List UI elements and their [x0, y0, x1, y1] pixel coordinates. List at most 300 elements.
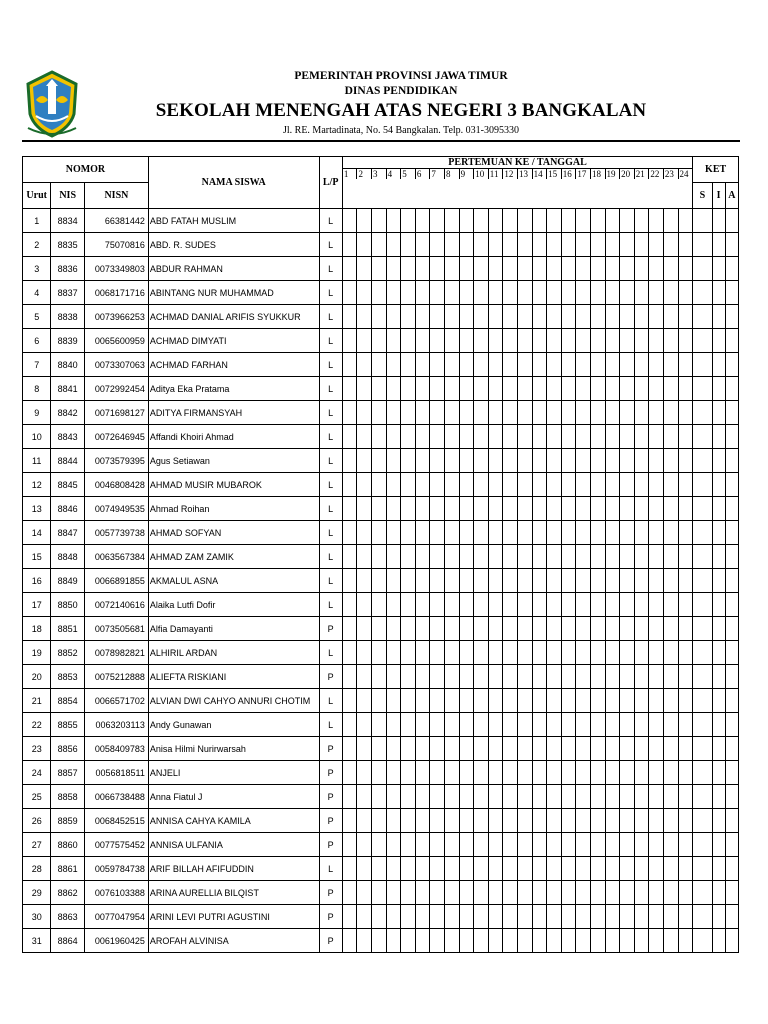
attendance-cell[interactable]: [620, 665, 635, 688]
attendance-cell[interactable]: [372, 641, 387, 664]
attendance-cell[interactable]: [679, 617, 693, 640]
attendance-cell[interactable]: [503, 497, 518, 520]
attendance-cell[interactable]: [679, 521, 693, 544]
attendance-cell[interactable]: [357, 497, 372, 520]
row-ket-i[interactable]: [712, 905, 725, 929]
row-ket-a[interactable]: [725, 857, 738, 881]
attendance-cell[interactable]: [416, 329, 431, 352]
attendance-cell[interactable]: [606, 521, 621, 544]
attendance-cell[interactable]: [547, 473, 562, 496]
attendance-cell[interactable]: [620, 569, 635, 592]
attendance-cell[interactable]: [343, 329, 358, 352]
attendance-cell[interactable]: [401, 425, 416, 448]
attendance-cell[interactable]: [445, 425, 460, 448]
attendance-cell[interactable]: [401, 857, 416, 880]
attendance-cell[interactable]: [533, 449, 548, 472]
attendance-cell[interactable]: [489, 905, 504, 928]
attendance-cell[interactable]: [489, 929, 504, 952]
attendance-cell[interactable]: [679, 833, 693, 856]
attendance-cell[interactable]: [474, 689, 489, 712]
attendance-cell[interactable]: [649, 401, 664, 424]
attendance-cell[interactable]: [562, 617, 577, 640]
attendance-cell[interactable]: [401, 209, 416, 232]
attendance-cell[interactable]: [533, 809, 548, 832]
attendance-cell[interactable]: [489, 761, 504, 784]
attendance-cell[interactable]: [664, 665, 679, 688]
row-ket-i[interactable]: [712, 809, 725, 833]
attendance-cell[interactable]: [445, 713, 460, 736]
attendance-cell[interactable]: [518, 209, 533, 232]
attendance-cell[interactable]: [489, 569, 504, 592]
attendance-cell[interactable]: [664, 641, 679, 664]
attendance-cell[interactable]: [416, 833, 431, 856]
attendance-cell[interactable]: [562, 833, 577, 856]
attendance-cell[interactable]: [343, 305, 358, 328]
attendance-cell[interactable]: [591, 641, 606, 664]
attendance-cell[interactable]: [416, 353, 431, 376]
attendance-cell[interactable]: [533, 353, 548, 376]
attendance-cell[interactable]: [387, 521, 402, 544]
attendance-cell[interactable]: [562, 689, 577, 712]
attendance-cell[interactable]: [606, 809, 621, 832]
attendance-cell[interactable]: [474, 881, 489, 904]
attendance-cell[interactable]: [533, 905, 548, 928]
attendance-cell[interactable]: [576, 377, 591, 400]
attendance-cell[interactable]: [401, 785, 416, 808]
attendance-cell[interactable]: [503, 425, 518, 448]
attendance-cell[interactable]: [562, 737, 577, 760]
attendance-cell[interactable]: [343, 857, 358, 880]
attendance-cell[interactable]: [430, 833, 445, 856]
attendance-cell[interactable]: [503, 473, 518, 496]
attendance-cell[interactable]: [357, 425, 372, 448]
attendance-cell[interactable]: [460, 905, 475, 928]
attendance-cell[interactable]: [401, 617, 416, 640]
attendance-cell[interactable]: [372, 617, 387, 640]
attendance-cell[interactable]: [620, 593, 635, 616]
attendance-cell[interactable]: [679, 305, 693, 328]
attendance-cell[interactable]: [357, 233, 372, 256]
attendance-cell[interactable]: [460, 737, 475, 760]
attendance-cell[interactable]: [606, 929, 621, 952]
row-attendance-grid[interactable]: [342, 593, 692, 617]
attendance-cell[interactable]: [489, 209, 504, 232]
attendance-cell[interactable]: [474, 761, 489, 784]
attendance-cell[interactable]: [372, 329, 387, 352]
attendance-cell[interactable]: [533, 665, 548, 688]
attendance-cell[interactable]: [606, 473, 621, 496]
attendance-cell[interactable]: [533, 497, 548, 520]
attendance-cell[interactable]: [474, 617, 489, 640]
attendance-cell[interactable]: [635, 713, 650, 736]
attendance-cell[interactable]: [460, 449, 475, 472]
attendance-cell[interactable]: [664, 377, 679, 400]
attendance-cell[interactable]: [343, 761, 358, 784]
attendance-cell[interactable]: [649, 569, 664, 592]
attendance-cell[interactable]: [591, 833, 606, 856]
attendance-cell[interactable]: [664, 521, 679, 544]
attendance-cell[interactable]: [562, 665, 577, 688]
attendance-cell[interactable]: [357, 785, 372, 808]
row-attendance-grid[interactable]: [342, 257, 692, 281]
row-ket-a[interactable]: [725, 929, 738, 953]
attendance-cell[interactable]: [387, 281, 402, 304]
attendance-cell[interactable]: [387, 305, 402, 328]
row-ket-a[interactable]: [725, 881, 738, 905]
row-attendance-grid[interactable]: [342, 521, 692, 545]
attendance-cell[interactable]: [343, 257, 358, 280]
attendance-cell[interactable]: [387, 905, 402, 928]
attendance-cell[interactable]: [533, 761, 548, 784]
attendance-cell[interactable]: [387, 737, 402, 760]
attendance-cell[interactable]: [445, 641, 460, 664]
attendance-cell[interactable]: [664, 353, 679, 376]
attendance-cell[interactable]: [518, 881, 533, 904]
attendance-cell[interactable]: [489, 785, 504, 808]
attendance-cell[interactable]: [430, 281, 445, 304]
attendance-cell[interactable]: [343, 281, 358, 304]
attendance-cell[interactable]: [562, 809, 577, 832]
attendance-cell[interactable]: [576, 353, 591, 376]
row-attendance-grid[interactable]: [342, 281, 692, 305]
attendance-cell[interactable]: [387, 689, 402, 712]
attendance-cell[interactable]: [357, 905, 372, 928]
attendance-cell[interactable]: [401, 641, 416, 664]
attendance-cell[interactable]: [679, 905, 693, 928]
attendance-cell[interactable]: [562, 641, 577, 664]
attendance-cell[interactable]: [357, 545, 372, 568]
attendance-cell[interactable]: [343, 521, 358, 544]
attendance-cell[interactable]: [591, 881, 606, 904]
attendance-cell[interactable]: [372, 233, 387, 256]
row-ket-i[interactable]: [712, 329, 725, 353]
attendance-cell[interactable]: [518, 569, 533, 592]
attendance-cell[interactable]: [606, 233, 621, 256]
attendance-cell[interactable]: [620, 881, 635, 904]
attendance-cell[interactable]: [547, 329, 562, 352]
attendance-cell[interactable]: [562, 473, 577, 496]
row-ket-i[interactable]: [712, 785, 725, 809]
attendance-cell[interactable]: [474, 641, 489, 664]
attendance-cell[interactable]: [679, 281, 693, 304]
attendance-cell[interactable]: [606, 905, 621, 928]
attendance-cell[interactable]: [591, 665, 606, 688]
attendance-cell[interactable]: [518, 377, 533, 400]
attendance-cell[interactable]: [635, 809, 650, 832]
row-attendance-grid[interactable]: [342, 761, 692, 785]
attendance-cell[interactable]: [649, 857, 664, 880]
row-ket-a[interactable]: [725, 497, 738, 521]
attendance-cell[interactable]: [430, 713, 445, 736]
attendance-cell[interactable]: [387, 641, 402, 664]
attendance-cell[interactable]: [343, 569, 358, 592]
attendance-cell[interactable]: [664, 473, 679, 496]
row-ket-i[interactable]: [712, 545, 725, 569]
row-ket-a[interactable]: [725, 737, 738, 761]
attendance-cell[interactable]: [357, 665, 372, 688]
attendance-cell[interactable]: [343, 353, 358, 376]
attendance-cell[interactable]: [620, 257, 635, 280]
attendance-cell[interactable]: [401, 881, 416, 904]
attendance-cell[interactable]: [576, 545, 591, 568]
attendance-cell[interactable]: [416, 881, 431, 904]
attendance-cell[interactable]: [474, 833, 489, 856]
attendance-cell[interactable]: [503, 641, 518, 664]
attendance-cell[interactable]: [664, 809, 679, 832]
attendance-cell[interactable]: [401, 401, 416, 424]
attendance-cell[interactable]: [357, 329, 372, 352]
attendance-cell[interactable]: [606, 305, 621, 328]
attendance-cell[interactable]: [591, 689, 606, 712]
attendance-cell[interactable]: [635, 209, 650, 232]
row-ket-i[interactable]: [712, 305, 725, 329]
attendance-cell[interactable]: [430, 497, 445, 520]
attendance-cell[interactable]: [591, 209, 606, 232]
attendance-cell[interactable]: [474, 521, 489, 544]
attendance-cell[interactable]: [489, 329, 504, 352]
row-attendance-grid[interactable]: [342, 665, 692, 689]
attendance-cell[interactable]: [518, 713, 533, 736]
attendance-cell[interactable]: [635, 641, 650, 664]
attendance-cell[interactable]: [649, 329, 664, 352]
row-ket-a[interactable]: [725, 545, 738, 569]
attendance-cell[interactable]: [620, 425, 635, 448]
row-ket-i[interactable]: [712, 881, 725, 905]
attendance-cell[interactable]: [372, 833, 387, 856]
attendance-cell[interactable]: [416, 257, 431, 280]
attendance-cell[interactable]: [445, 305, 460, 328]
attendance-cell[interactable]: [649, 257, 664, 280]
row-attendance-grid[interactable]: [342, 545, 692, 569]
attendance-cell[interactable]: [576, 881, 591, 904]
attendance-cell[interactable]: [649, 785, 664, 808]
attendance-cell[interactable]: [489, 497, 504, 520]
attendance-cell[interactable]: [343, 689, 358, 712]
attendance-cell[interactable]: [591, 785, 606, 808]
attendance-cell[interactable]: [430, 257, 445, 280]
attendance-cell[interactable]: [620, 761, 635, 784]
attendance-cell[interactable]: [649, 521, 664, 544]
attendance-cell[interactable]: [503, 449, 518, 472]
attendance-cell[interactable]: [416, 473, 431, 496]
attendance-cell[interactable]: [562, 761, 577, 784]
attendance-cell[interactable]: [401, 689, 416, 712]
attendance-cell[interactable]: [518, 617, 533, 640]
attendance-cell[interactable]: [620, 497, 635, 520]
attendance-cell[interactable]: [416, 545, 431, 568]
attendance-cell[interactable]: [343, 809, 358, 832]
attendance-cell[interactable]: [576, 209, 591, 232]
attendance-cell[interactable]: [416, 449, 431, 472]
attendance-cell[interactable]: [357, 617, 372, 640]
attendance-cell[interactable]: [474, 665, 489, 688]
attendance-cell[interactable]: [547, 593, 562, 616]
attendance-cell[interactable]: [430, 545, 445, 568]
attendance-cell[interactable]: [503, 905, 518, 928]
attendance-cell[interactable]: [474, 233, 489, 256]
attendance-cell[interactable]: [503, 881, 518, 904]
row-ket-a[interactable]: [725, 305, 738, 329]
attendance-cell[interactable]: [518, 857, 533, 880]
attendance-cell[interactable]: [620, 545, 635, 568]
attendance-cell[interactable]: [518, 665, 533, 688]
row-ket-s[interactable]: [693, 593, 712, 617]
row-ket-i[interactable]: [712, 737, 725, 761]
row-ket-s[interactable]: [693, 905, 712, 929]
attendance-cell[interactable]: [445, 881, 460, 904]
attendance-cell[interactable]: [562, 401, 577, 424]
attendance-cell[interactable]: [430, 809, 445, 832]
attendance-cell[interactable]: [620, 449, 635, 472]
attendance-cell[interactable]: [679, 545, 693, 568]
attendance-cell[interactable]: [518, 905, 533, 928]
attendance-cell[interactable]: [430, 665, 445, 688]
attendance-cell[interactable]: [489, 857, 504, 880]
attendance-cell[interactable]: [664, 329, 679, 352]
attendance-cell[interactable]: [606, 713, 621, 736]
attendance-cell[interactable]: [547, 929, 562, 952]
row-ket-i[interactable]: [712, 641, 725, 665]
row-ket-s[interactable]: [693, 449, 712, 473]
row-ket-i[interactable]: [712, 569, 725, 593]
attendance-cell[interactable]: [474, 449, 489, 472]
attendance-cell[interactable]: [635, 257, 650, 280]
attendance-cell[interactable]: [576, 737, 591, 760]
attendance-cell[interactable]: [460, 497, 475, 520]
attendance-cell[interactable]: [460, 833, 475, 856]
attendance-cell[interactable]: [533, 689, 548, 712]
attendance-cell[interactable]: [474, 209, 489, 232]
attendance-cell[interactable]: [416, 305, 431, 328]
attendance-cell[interactable]: [547, 449, 562, 472]
attendance-cell[interactable]: [533, 233, 548, 256]
attendance-cell[interactable]: [533, 329, 548, 352]
attendance-cell[interactable]: [372, 569, 387, 592]
attendance-cell[interactable]: [343, 617, 358, 640]
attendance-cell[interactable]: [401, 353, 416, 376]
attendance-cell[interactable]: [606, 617, 621, 640]
attendance-cell[interactable]: [635, 545, 650, 568]
attendance-cell[interactable]: [343, 425, 358, 448]
attendance-cell[interactable]: [445, 689, 460, 712]
attendance-cell[interactable]: [503, 857, 518, 880]
attendance-cell[interactable]: [576, 857, 591, 880]
attendance-cell[interactable]: [664, 929, 679, 952]
row-ket-i[interactable]: [712, 209, 725, 233]
attendance-cell[interactable]: [664, 209, 679, 232]
attendance-cell[interactable]: [489, 833, 504, 856]
attendance-cell[interactable]: [664, 401, 679, 424]
attendance-cell[interactable]: [343, 929, 358, 952]
attendance-cell[interactable]: [460, 473, 475, 496]
attendance-cell[interactable]: [679, 401, 693, 424]
attendance-cell[interactable]: [430, 641, 445, 664]
attendance-cell[interactable]: [533, 617, 548, 640]
attendance-cell[interactable]: [372, 689, 387, 712]
attendance-cell[interactable]: [635, 401, 650, 424]
attendance-cell[interactable]: [489, 545, 504, 568]
attendance-cell[interactable]: [416, 617, 431, 640]
attendance-cell[interactable]: [576, 833, 591, 856]
attendance-cell[interactable]: [357, 401, 372, 424]
attendance-cell[interactable]: [533, 641, 548, 664]
attendance-cell[interactable]: [372, 929, 387, 952]
attendance-cell[interactable]: [576, 233, 591, 256]
attendance-cell[interactable]: [576, 665, 591, 688]
attendance-cell[interactable]: [679, 641, 693, 664]
attendance-cell[interactable]: [445, 521, 460, 544]
row-attendance-grid[interactable]: [342, 713, 692, 737]
row-attendance-grid[interactable]: [342, 425, 692, 449]
attendance-cell[interactable]: [518, 353, 533, 376]
attendance-cell[interactable]: [533, 593, 548, 616]
attendance-cell[interactable]: [606, 497, 621, 520]
attendance-cell[interactable]: [576, 593, 591, 616]
attendance-cell[interactable]: [401, 905, 416, 928]
attendance-cell[interactable]: [503, 785, 518, 808]
attendance-cell[interactable]: [547, 545, 562, 568]
attendance-cell[interactable]: [620, 809, 635, 832]
attendance-cell[interactable]: [372, 857, 387, 880]
attendance-cell[interactable]: [503, 569, 518, 592]
attendance-cell[interactable]: [649, 593, 664, 616]
row-attendance-grid[interactable]: [342, 353, 692, 377]
attendance-cell[interactable]: [635, 785, 650, 808]
attendance-cell[interactable]: [576, 281, 591, 304]
attendance-cell[interactable]: [430, 353, 445, 376]
attendance-cell[interactable]: [489, 881, 504, 904]
attendance-cell[interactable]: [343, 473, 358, 496]
attendance-cell[interactable]: [416, 737, 431, 760]
row-ket-s[interactable]: [693, 785, 712, 809]
attendance-cell[interactable]: [562, 785, 577, 808]
attendance-cell[interactable]: [430, 905, 445, 928]
attendance-cell[interactable]: [649, 929, 664, 952]
attendance-cell[interactable]: [518, 233, 533, 256]
attendance-cell[interactable]: [533, 833, 548, 856]
attendance-cell[interactable]: [679, 569, 693, 592]
row-attendance-grid[interactable]: [342, 329, 692, 353]
row-ket-a[interactable]: [725, 665, 738, 689]
row-ket-i[interactable]: [712, 665, 725, 689]
attendance-cell[interactable]: [562, 497, 577, 520]
attendance-cell[interactable]: [372, 281, 387, 304]
attendance-cell[interactable]: [635, 593, 650, 616]
attendance-cell[interactable]: [343, 593, 358, 616]
attendance-cell[interactable]: [343, 785, 358, 808]
attendance-cell[interactable]: [474, 497, 489, 520]
attendance-cell[interactable]: [460, 209, 475, 232]
attendance-cell[interactable]: [460, 809, 475, 832]
row-ket-i[interactable]: [712, 377, 725, 401]
attendance-cell[interactable]: [474, 305, 489, 328]
attendance-cell[interactable]: [489, 425, 504, 448]
attendance-cell[interactable]: [416, 809, 431, 832]
row-ket-a[interactable]: [725, 257, 738, 281]
attendance-cell[interactable]: [474, 329, 489, 352]
row-ket-i[interactable]: [712, 425, 725, 449]
attendance-cell[interactable]: [533, 857, 548, 880]
row-ket-a[interactable]: [725, 593, 738, 617]
attendance-cell[interactable]: [664, 857, 679, 880]
attendance-cell[interactable]: [474, 473, 489, 496]
attendance-cell[interactable]: [679, 377, 693, 400]
attendance-cell[interactable]: [401, 281, 416, 304]
attendance-cell[interactable]: [562, 305, 577, 328]
attendance-cell[interactable]: [591, 473, 606, 496]
attendance-cell[interactable]: [372, 401, 387, 424]
attendance-cell[interactable]: [503, 521, 518, 544]
